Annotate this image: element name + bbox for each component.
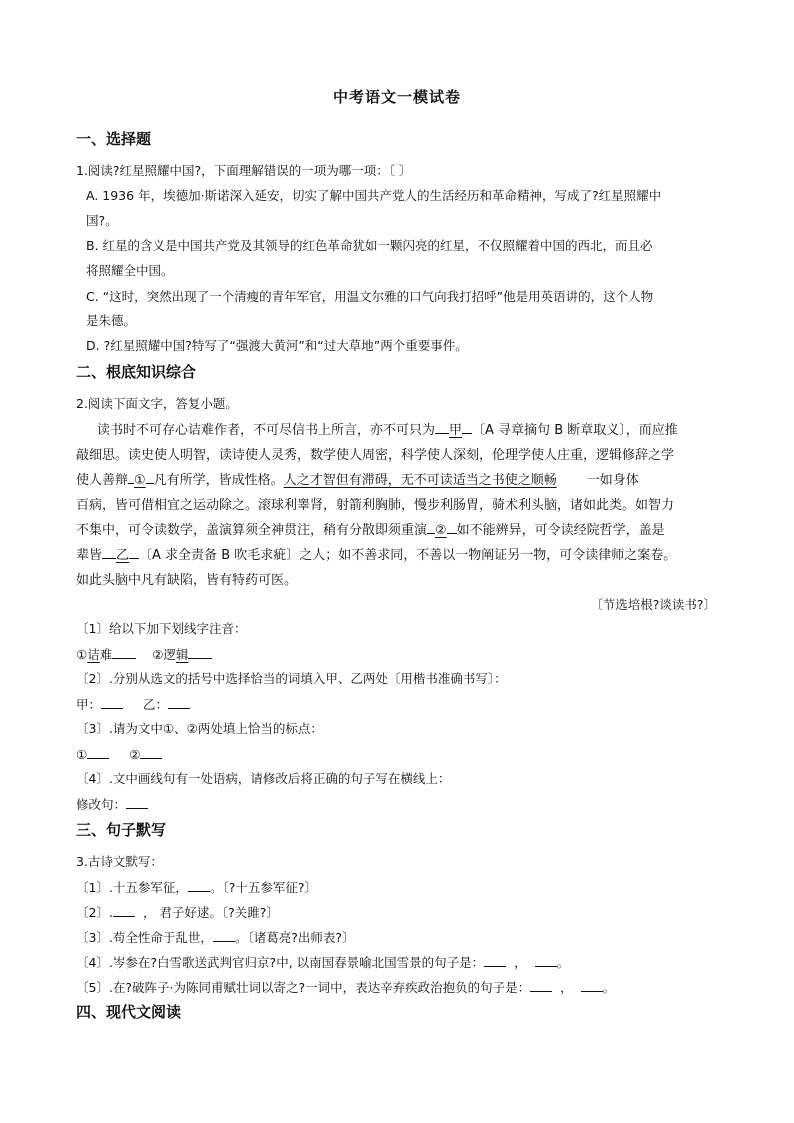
q3-stem: 3.古诗文默写： — [76, 854, 163, 869]
answer-blank[interactable] — [126, 795, 148, 809]
answer-blank[interactable] — [530, 978, 552, 992]
q1-option-d: D. ?红星照耀中国?特写了“强渡大黄河”和“过大草地”两个重要事件。 — [86, 338, 468, 353]
page-title: 中考语文一模试卷 — [332, 88, 461, 106]
section-heading-2: 二、根底知识综合 — [76, 363, 197, 381]
blank-mark-2: ② — [435, 523, 447, 538]
section-heading-3: 三、句子默写 — [76, 821, 167, 839]
passage-line-6: 辈皆 乙 〔A 求全责备 B 吹毛求疵〕之人；如不善求同，不善以一物阐证另一物，可令读律师之案卷。 — [76, 544, 676, 563]
q3-line-1: 〔1〕.十五参军征， 。〔?十五参军征?〕 — [76, 880, 317, 895]
answer-blank[interactable] — [213, 928, 235, 942]
section-heading-4: 四、现代文阅读 — [76, 1003, 182, 1021]
answer-blank[interactable] — [113, 903, 135, 917]
q2-sub3: 〔3〕.请为文中①、②两处填上恰当的标点： — [76, 721, 323, 736]
q3-line-5: 〔5〕.在?破阵子·为陈同甫赋壮词以寄之?一词中，表达辛弃疾政治抱负的句子是： ， 。 — [76, 980, 616, 995]
answer-blank[interactable] — [140, 745, 162, 759]
q1-option-c-line1: C. “这时，突然出现了一个清瘦的青年军官，用温文尔雅的口气向我打招呼”他是用英语讲的，这个人物 — [86, 289, 654, 304]
answer-blank[interactable] — [484, 953, 506, 967]
q1-option-c-line2: 是朱德。 — [86, 313, 137, 328]
answer-blank[interactable] — [112, 645, 136, 659]
q1-option-b-line1: B. 红星的含义是中国共产党及其领导的红色革命犹如一颗闪亮的红星，不仅照耀着中国的西北，而且必 — [86, 238, 653, 253]
blank-jia: 甲 — [449, 423, 463, 438]
q3-line-2: 〔2〕. ， 君子好逑。〔?关雎?〕 — [76, 905, 279, 920]
answer-blank[interactable] — [581, 978, 603, 992]
q1-option-a-line1: A. 1936 年，埃德加·斯诺深入延安，切实了解中国共产党人的生活经历和革命精神，写成了?红星照耀中 — [86, 188, 662, 203]
answer-blank[interactable] — [188, 878, 210, 892]
q3-line-3: 〔3〕.苟全性命于乱世， 。〔诸葛亮?出师表?〕 — [76, 930, 355, 945]
passage-source: 〔节选培根?谈读书?〕 — [590, 597, 716, 612]
answer-blank[interactable] — [168, 695, 190, 709]
section-heading-1: 一、选择题 — [76, 130, 152, 148]
blank-yi: 乙 — [116, 548, 130, 563]
underlined-sentence: 人之才智但有滞碍，无不可读适当之书使之顺畅 — [283, 473, 557, 488]
passage-line-7: 如此头脑中凡有缺陷，皆有特药可医。 — [76, 573, 298, 588]
answer-blank[interactable] — [101, 695, 123, 709]
answer-blank[interactable] — [535, 953, 557, 967]
answer-blank[interactable] — [87, 745, 109, 759]
q2-sub2: 〔2〕.分别从选文的括号中选择恰当的词填入甲、乙两处〔用楷书准确书写〕： — [76, 671, 507, 686]
passage-line-3: 使人善辩 ① 凡有所学，皆成性格。人之才智但有滞碍，无不可读适当之书使之顺畅 一如身体 — [76, 469, 639, 488]
q2-sub1-answers: ①诘难 ②逻辑 — [76, 645, 212, 664]
passage-line-4: 百病，皆可借相宜之运动除之。滚球利睾肾，射箭利胸肺，慢步利肠胃，骑术利头脑，诸如此类。如智力 — [76, 498, 675, 513]
q2-stem: 2.阅读下面文字，答复小题。 — [76, 396, 238, 411]
passage-line-5: 不集中，可令读数学，盖演算须全神贯注，稍有分散即须重演 ② 如不能辨异，可令读经院哲学，盖是 — [76, 519, 665, 538]
q2-sub4: 〔4〕.文中画线句有一处语病，请修改后将正确的句子写在横线上： — [76, 771, 451, 786]
q1-stem: 1.阅读?红星照耀中国?，下面理解错误的一项为哪一项：〔 〕 — [76, 163, 412, 178]
passage-line-2: 敲细思。读史使人明智，读诗使人灵秀，数学使人周密，科学使人深刻，伦理学使人庄重，逻辑修辞之学 — [76, 448, 675, 463]
q2-sub4-answer: 修改句： — [76, 795, 148, 814]
q2-sub2-answers: 甲： 乙： — [76, 695, 190, 714]
passage-line-1: 读书时不可存心诘难作者，不可尽信书上所言，亦不可只为 甲 〔A 寻章摘句 B 断章取义〕，而应推 — [97, 419, 678, 438]
blank-mark-1: ① — [134, 473, 146, 488]
q2-sub1: 〔1〕给以下加下划线字注音： — [76, 621, 247, 636]
q2-sub3-answers: ① ② — [76, 745, 162, 764]
answer-blank[interactable] — [188, 645, 212, 659]
q1-option-a-line2: 国?。 — [86, 213, 118, 228]
q3-line-4: 〔4〕.岑参在?白雪歌送武判官归京?中, 以南国春景喻北国雪景的句子是： ， 。 — [76, 955, 570, 970]
q1-option-b-line2: 将照耀全中国。 — [86, 263, 174, 278]
